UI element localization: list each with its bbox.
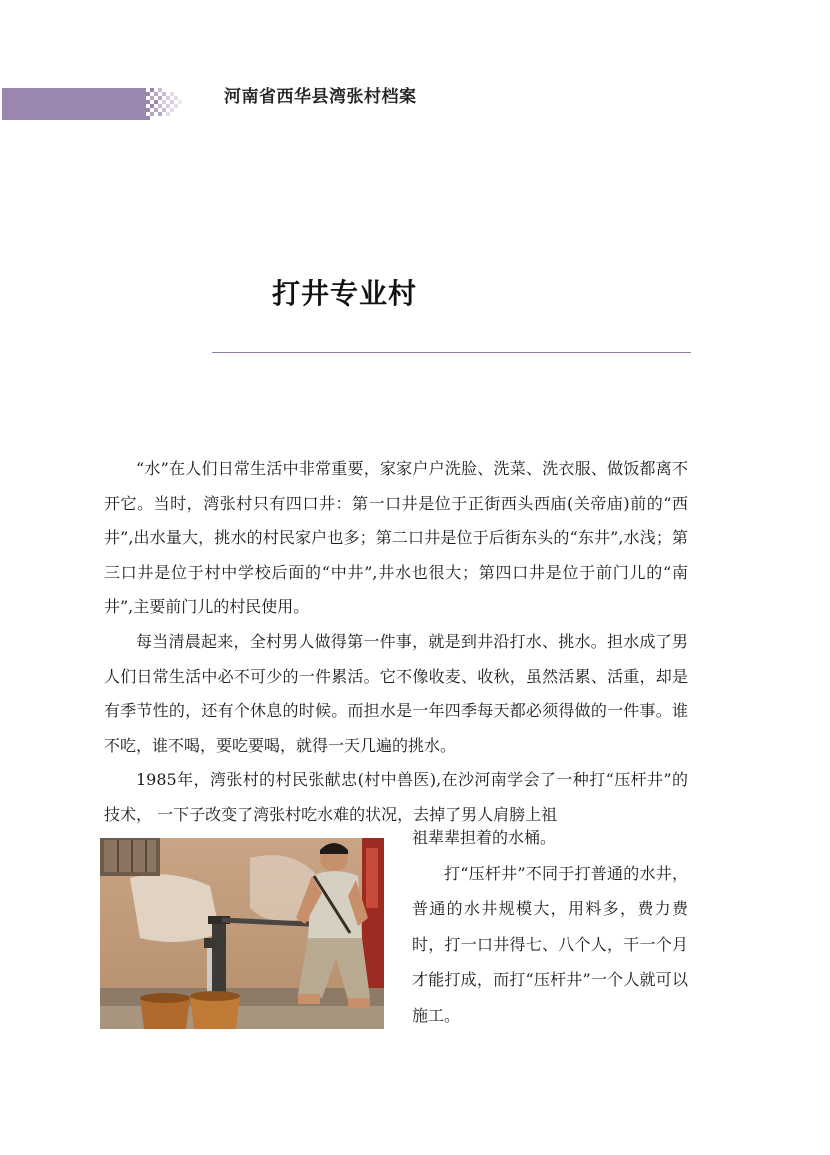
man-pumping-hand-well-photo bbox=[100, 838, 384, 1029]
article-body bbox=[104, 452, 688, 833]
header-pixel-pattern bbox=[142, 88, 186, 120]
header-accent-bar bbox=[2, 88, 142, 120]
paragraph: “水”在人们日常生活中非常重要，家家户户洗脸、洗菜、洗衣服、做饭都离不开它。当时，湾张村只有四口井：第一口井是位于正街西头西庙(关帝庙)前的“西井”,出水量大，挑水的村民家户也多；第二口井是位于后街东头的“东井”,水浅；第三口井是位于村中学校后面的“中井”,井水也很大；第四口井是位于前门儿的“南井”,主要前门儿的村民使用。 bbox=[104, 459, 688, 617]
header-title: 河南省西华县湾张村档案 bbox=[224, 87, 417, 107]
paragraph: 1985年，湾张村的村民张献忠(村中兽医),在沙河南学会了一种打“压杆井”的技术， 一下子改变了湾张村吃水难的状况，去掉了男人肩膀上祖 bbox=[104, 770, 688, 824]
title-divider bbox=[212, 352, 691, 353]
paragraph: 每当清晨起来，全村男人做得第一件事，就是到井沿打水、挑水。担水成了男人们日常生活中必不可少的一件累活。它不像收麦、收秋，虽然活累、活重，却是有季节性的，还有个休息的时候。而担水是一年四季每天都必须得做的一件事。谁不吃，谁不喝，要吃要喝，就得一天几遍的挑水。 bbox=[104, 631, 688, 755]
side-column-text bbox=[412, 820, 688, 1033]
paragraph: 打“压杆井”不同于打普通的水井，普通的水井规模大，用料多，费力费时，打一口井得七、八个人，干一个月才能打成，而打“压杆井”一个人就可以施工。 bbox=[412, 863, 688, 1025]
page-title: 打井专业村 bbox=[272, 277, 418, 310]
paragraph: 祖辈辈担着的水桶。 bbox=[412, 828, 557, 847]
